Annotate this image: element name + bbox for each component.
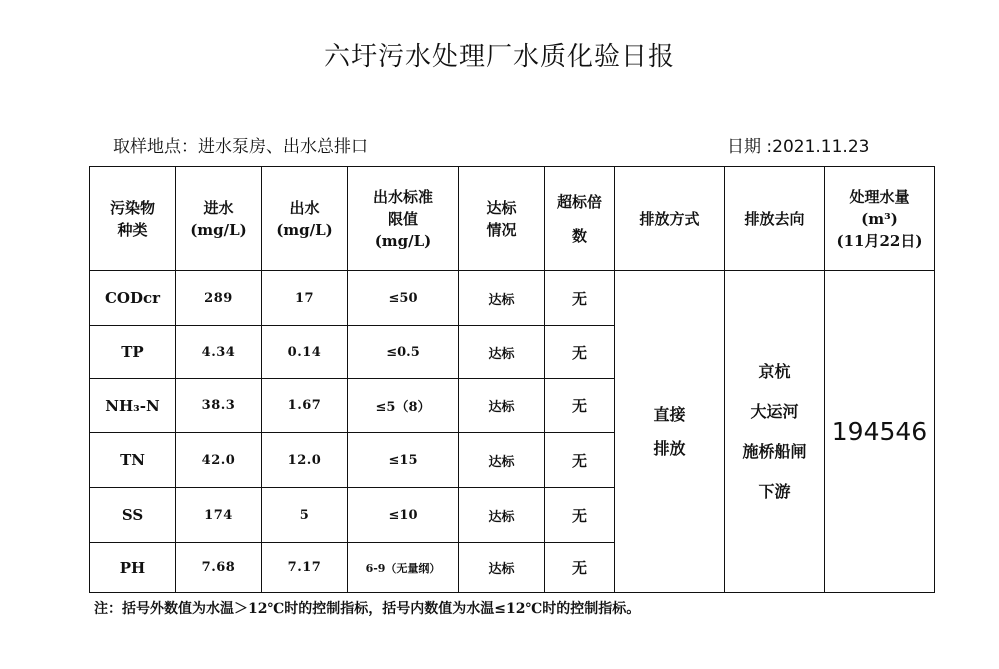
limit-value: ≤5（8） — [348, 379, 459, 433]
water-quality-table — [89, 166, 935, 593]
footnote: 注：括号外数值为水温＞12℃时的控制指标，括号内数值为水温≤12℃时的控制指标。 — [94, 601, 641, 617]
exceed-value: 无 — [545, 379, 615, 433]
outflow-value: 1.67 — [262, 379, 348, 433]
status-value: 达标 — [459, 488, 545, 543]
header-exceed: 超标倍 数 — [545, 167, 615, 271]
exceed-value: 无 — [545, 271, 615, 326]
header-volume: 处理水量 (m³) (11月22日) — [825, 167, 935, 271]
inflow-value: 7.68 — [176, 543, 262, 593]
report-date: 日期 :2021.11.23 — [727, 137, 870, 157]
outflow-value: 17 — [262, 271, 348, 326]
pollutant-name: TP — [90, 326, 176, 379]
exceed-value: 无 — [545, 488, 615, 543]
header-pollutant: 污染物 种类 — [90, 167, 176, 271]
inflow-value: 38.3 — [176, 379, 262, 433]
header-discharge-mode: 排放方式 — [615, 167, 725, 271]
pollutant-name: SS — [90, 488, 176, 543]
status-value: 达标 — [459, 326, 545, 379]
header-inflow: 进水 (mg/L) — [176, 167, 262, 271]
exceed-value: 无 — [545, 326, 615, 379]
pollutant-name: PH — [90, 543, 176, 593]
header-discharge-dest: 排放去向 — [725, 167, 825, 271]
inflow-value: 42.0 — [176, 433, 262, 488]
volume-value: 194546 — [825, 271, 935, 593]
sampling-location: 取样地点：进水泵房、出水总排口 — [113, 137, 368, 157]
inflow-value: 174 — [176, 488, 262, 543]
status-value: 达标 — [459, 433, 545, 488]
status-value: 达标 — [459, 379, 545, 433]
header-compliance: 达标 情况 — [459, 167, 545, 271]
exceed-value: 无 — [545, 543, 615, 593]
pollutant-name: CODcr — [90, 271, 176, 326]
pollutant-name: TN — [90, 433, 176, 488]
outflow-value: 7.17 — [262, 543, 348, 593]
limit-value: ≤0.5 — [348, 326, 459, 379]
inflow-value: 4.34 — [176, 326, 262, 379]
discharge-dest-cell: 京杭 大运河 施桥船闸 下游 — [725, 271, 825, 593]
table-row — [90, 271, 935, 326]
limit-value: ≤10 — [348, 488, 459, 543]
outflow-value: 0.14 — [262, 326, 348, 379]
table-header-row — [90, 167, 935, 271]
inflow-value: 289 — [176, 271, 262, 326]
header-limit: 出水标准 限值 (mg/L) — [348, 167, 459, 271]
status-value: 达标 — [459, 543, 545, 593]
exceed-value: 无 — [545, 433, 615, 488]
header-outflow: 出水 (mg/L) — [262, 167, 348, 271]
limit-value: 6-9（无量纲） — [348, 543, 459, 593]
limit-value: ≤50 — [348, 271, 459, 326]
outflow-value: 5 — [262, 488, 348, 543]
pollutant-name: NH₃-N — [90, 379, 176, 433]
discharge-mode-cell: 直接 排放 — [615, 271, 725, 593]
limit-value: ≤15 — [348, 433, 459, 488]
status-value: 达标 — [459, 271, 545, 326]
outflow-value: 12.0 — [262, 433, 348, 488]
report-title: 六圩污水处理厂水质化验日报 — [323, 42, 675, 72]
